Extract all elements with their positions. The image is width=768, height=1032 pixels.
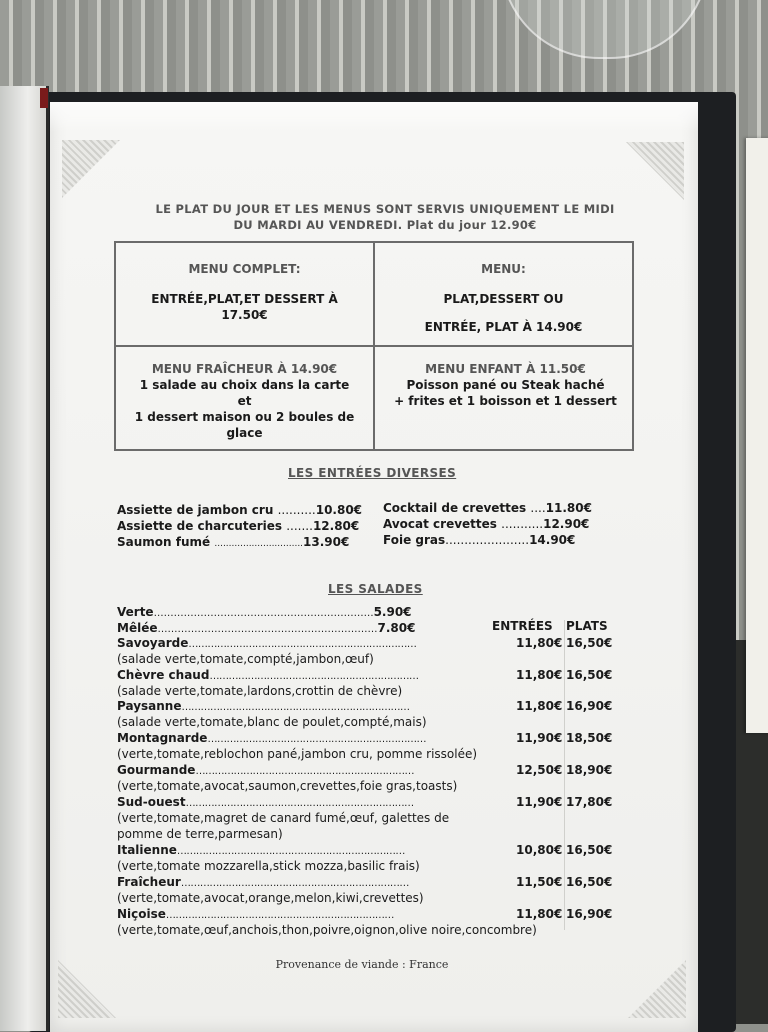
salade-price-plat: 16,50€ <box>566 668 613 682</box>
menu-complet-desc: ENTRÉE,PLAT,ET DESSERT À 17.50€ <box>151 292 338 322</box>
salade-description: (salade verte,tomate,compté,jambon,œuf) <box>117 652 374 666</box>
salade-simple: Verte…………………………………………………………5.90€ <box>117 605 412 619</box>
salade-item: Savoyarde……………………………………………………………… <box>117 636 417 650</box>
salade-item: Niçoise……………………………………………………………… <box>117 907 394 921</box>
menu-fraicheur-line: 1 dessert maison ou 2 boules de glace <box>134 410 355 440</box>
lunch-notice <box>100 201 670 233</box>
salade-price-plat: 18,90€ <box>566 763 613 777</box>
salade-item: Fraîcheur……………………………………………………………… <box>117 875 409 889</box>
menu-fraicheur-line: et <box>237 394 252 408</box>
notice-line-2: DU MARDI AU VENDREDI. Plat du jour 12.90€ <box>233 218 537 232</box>
entree-item: Cocktail de crevettes ....11.80€ <box>383 501 592 515</box>
entree-item: Foie gras......................14.90€ <box>383 533 576 547</box>
salade-description: pomme de terre,parmesan) <box>117 827 283 841</box>
salade-description: (salade verte,tomate,lardons,crottin de chèvre) <box>117 684 403 698</box>
col-plats-header: PLATS <box>566 619 608 633</box>
menu-fraicheur-line: 1 salade au choix dans la carte <box>139 378 350 392</box>
meat-origin-note: Provenance de viande : France <box>275 958 449 971</box>
menu-enfant-line: + frites et 1 boisson et 1 dessert <box>394 394 617 408</box>
salade-item: Gourmande…………………………………………………………… <box>117 763 414 777</box>
menu-cell <box>375 261 632 335</box>
salade-price-entree: 12,50€ <box>516 763 563 777</box>
menu-enfant-title: MENU ENFANT À 11.50€ <box>425 362 586 376</box>
salade-price-entree: 10,80€ <box>516 843 563 857</box>
salade-price-plat: 18,50€ <box>566 731 613 745</box>
salade-description: (verte,tomate,avocat,orange,melon,kiwi,crevettes) <box>117 891 424 905</box>
menu-enfant-cell <box>379 361 632 409</box>
salade-description: (verte,tomate,avocat,saumon,crevettes,foie gras,toasts) <box>117 779 458 793</box>
salade-item: Italienne……………………………………………………………… <box>117 843 405 857</box>
binder-ribbon <box>40 88 48 108</box>
column-divider <box>564 620 565 930</box>
notice-line-1: LE PLAT DU JOUR ET LES MENUS SONT SERVIS UNIQUEMENT LE MIDI <box>155 202 615 216</box>
salade-price-plat: 16,90€ <box>566 907 613 921</box>
salade-price-plat: 16,50€ <box>566 875 613 889</box>
salade-price-plat: 16,90€ <box>566 699 613 713</box>
menu-desc-1: PLAT,DESSERT OU <box>443 292 564 306</box>
menu-complet-cell <box>116 261 373 323</box>
salade-price-entree: 11,80€ <box>516 699 563 713</box>
menu-fraicheur-title: MENU FRAÎCHEUR À 14.90€ <box>151 362 338 376</box>
salade-price-entree: 11,80€ <box>516 668 563 682</box>
plastic-sheen <box>50 102 698 132</box>
entree-item: Saumon fumé ...............................13.90€ <box>117 535 350 549</box>
salades-title: LES SALADES <box>328 582 423 596</box>
menu-fraicheur-cell <box>124 361 365 441</box>
entree-item: Avocat crevettes ...........12.90€ <box>383 517 590 531</box>
salade-price-entree: 11,90€ <box>516 731 563 745</box>
salade-description: (verte,tomate,magret de canard fumé,œuf, galettes de <box>117 811 450 825</box>
salade-description: (verte,tomate mozzarella,stick mozza,basilic frais) <box>117 859 420 873</box>
col-entrees-header: ENTRÉES <box>492 619 553 633</box>
binder-spine <box>0 86 49 1031</box>
salade-price-plat: 16,50€ <box>566 636 613 650</box>
salade-price-plat: 16,50€ <box>566 843 613 857</box>
salade-price-entree: 11,90€ <box>516 795 563 809</box>
salade-item: Paysanne……………………………………………………………… <box>117 699 410 713</box>
table-divider <box>116 345 632 347</box>
menu-enfant-line: Poisson pané ou Steak haché <box>406 378 605 392</box>
salade-price-plat: 17,80€ <box>566 795 613 809</box>
salade-price-entree: 11,80€ <box>516 907 563 921</box>
salade-simple: Mêlée…………………………………………………………7.80€ <box>117 621 416 635</box>
salade-item: Montagnarde…………………………………………………………… <box>117 731 426 745</box>
entrees-title: LES ENTRÉES DIVERSES <box>288 466 457 480</box>
salade-price-entree: 11,50€ <box>516 875 563 889</box>
salade-description: (salade verte,tomate,blanc de poulet,compté,mais) <box>117 715 427 729</box>
salade-item: Sud-ouest……………………………………………………………… <box>117 795 414 809</box>
salade-item: Chèvre chaud………………………………………………………… <box>117 668 419 682</box>
salade-price-entree: 11,80€ <box>516 636 563 650</box>
salade-description: (verte,tomate,reblochon pané,jambon cru, pomme rissolée) <box>117 747 478 761</box>
entree-item: Assiette de jambon cru ..........10.80€ <box>117 503 363 517</box>
menu-complet-title: MENU COMPLET: <box>188 262 301 276</box>
menus-table <box>114 241 634 451</box>
menu-desc-2: ENTRÉE, PLAT À 14.90€ <box>424 320 583 334</box>
menu-title: MENU: <box>481 262 526 276</box>
salade-description: (verte,tomate,œuf,anchois,thon,poivre,oignon,olive noire,concombre) <box>117 923 537 937</box>
entree-item: Assiette de charcuteries .......12.80€ <box>117 519 360 533</box>
other-menu-card <box>746 138 768 733</box>
